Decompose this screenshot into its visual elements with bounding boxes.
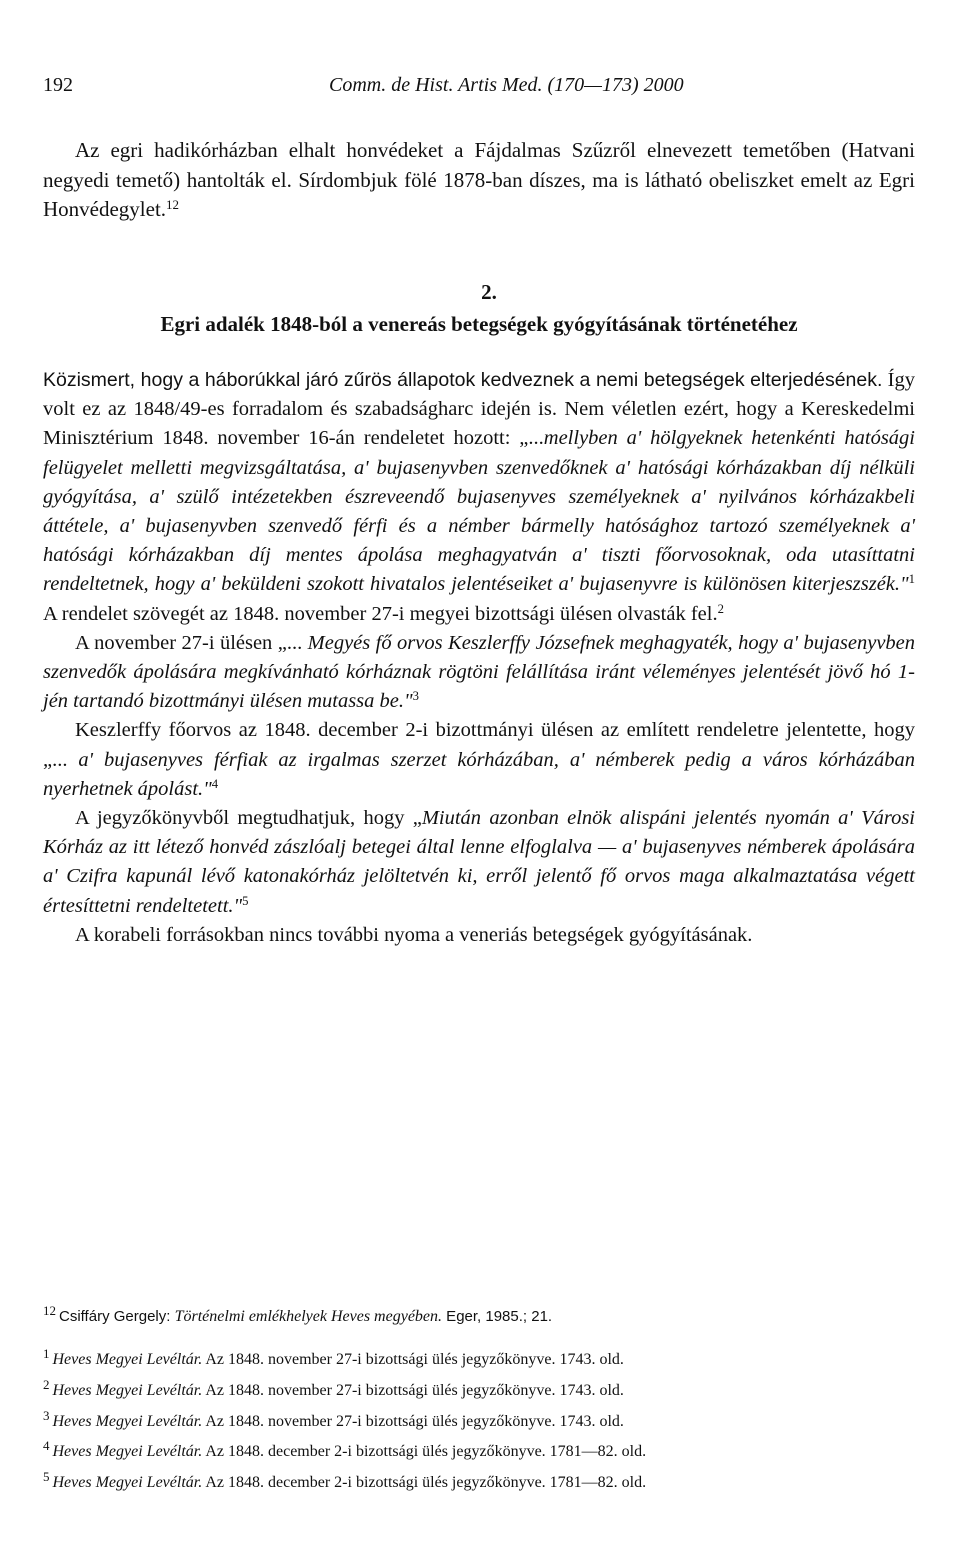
paragraph-3-intro: Keszlerffy főorvos az 1848. december 2-i bizottmányi ülésen az említett rendeletre jelentette, hogy „... [43,719,915,771]
footnote-text: Az 1848. november 27-i bizottsági ülés jegyzőkönyve. 1743. old. [202,1350,624,1368]
footnote-number: 4 [43,1438,50,1454]
intro-text: Az egri hadikórházban elhalt honvédeket a Fájdalmas Szűzről elnevezett temetőben (Hatvani negyedi temető) hantolták el. Sírdombjuk fölé 1878-ban díszes, ma is látható obeliszket emelt az Egri Honvédegylet. [43,138,915,221]
footnote-text: Az 1848. november 27-i bizottsági ülés jegyzőkönyve. 1743. old. [202,1412,624,1430]
footnote-source: Heves Megyei Levéltár. [52,1474,203,1492]
paragraph-4 [43,804,915,921]
footnote-author: Csiffáry Gergely: [59,1307,175,1325]
footnote-source: Történelmi emlékhelyek Heves megyében. [174,1307,443,1325]
footnote-text: Az 1848. november 27-i bizottsági ülés jegyzőkönyve. 1743. old. [202,1381,624,1399]
footnote-text: Az 1848. december 2-i bizottsági ülés jegyzőkönyve. 1781—82. old. [202,1443,647,1461]
paragraph-3 [43,716,915,804]
footnote-number: 5 [43,1469,50,1485]
footnote-source: Heves Megyei Levéltár. [52,1350,203,1368]
footnote-ref-12: 12 [166,196,180,212]
paragraph-3-quote: a' bujasenyves férfiak az irgalmas szerzet kórházában, a' némberek pedig a város kórházában nyerhetnek ápolást." [43,748,916,800]
paragraph-5: A korabeli forrásokban nincs további nyoma a veneriás betegségek gyógyításának. [75,923,753,946]
section-title: Egri adalék 1848-ból a venereás betegségek gyógyításának történetéhez [160,312,798,336]
footnotes [43,1300,915,1497]
paragraph-1-quote: mellyben a' hölgyeknek hetenkénti hatósági felügyelet melletti megvizsgáltatása, a' bujasenyvben szenvedőknek a' hatósági kórházakban díj nélküli gyógyítása, a' szülő intézetekben észreveendő bujasenyves személyeknek a' nyilvános kórházakbeli áttétele, a' bujasenyvben szenvedő férfi és a némber bármelly hatósághoz tartozó személyeknek a' hatósági kórházakban díj mentes ápolása meghagyatván a' tiszti főorvosoknak, oda utasíttatni rendeltetnek, hogy a' beküldeni szokott hivatalos jelentéseiket a' bujasenyvre is különösen kiterjeszszék." [43,427,915,596]
paragraph-2-intro: A november 27-i ülésen „... [75,631,303,654]
section-number: 2. [481,280,497,304]
footnote-1 [43,1343,915,1370]
paragraph-1-context: Így volt ez az 1848/49-es forradalom és szabadságharc idején is. Nem véletlen ezért, hogy a Kereskedelmi Minisztérium 1848. november 16-án rendeletet hozott: „... [43,369,915,450]
footnote-ref-5: 5 [242,893,249,908]
paragraph-1 [43,366,915,629]
paragraph-4-quote: Miután azonban elnök alispáni jelentés nyomán a' Városi Kórház az itt létező honvéd zászlóalj betegei által lenne elfoglalva — a' bujasenyves némberek ápolására a' Czifra kapunál lévő katonakórház jelöltetvén ki, erről jelentő fő orvos maga alkalmaztatása végett értesíttetni rendeltetett." [43,807,916,917]
page-number: 192 [43,74,73,96]
footnote-4 [43,1435,915,1462]
paragraph-1-intro: Közismert, hogy a háborúkkal járó zűrös állapotok kedveznek a nemi betegségek elterjedésének. [43,369,883,391]
footnote-number: 3 [43,1407,50,1423]
footnote-3 [43,1405,915,1432]
footnote-source: Heves Megyei Levéltár. [52,1381,203,1399]
paragraph-2-quote: Megyés fő orvos Keszlerffy Józsefnek meghagyaték, hogy a' bujasenyvben szenvedők ápolására megkívánható kórháznak rögtöni felállítása iránt véleményes jelentését jövő hó 1-jén tartandó bizottmányi ülésen mutassa be." [43,631,916,713]
footnote-ref-4: 4 [211,776,219,791]
footnote-source: Heves Megyei Levéltár. [52,1412,203,1430]
footnote-ref-1: 1 [908,572,915,587]
footnote-number: 1 [43,1345,50,1361]
footnote-text: Az 1848. december 2-i bizottsági ülés jegyzőkönyve. 1781—82. old. [202,1474,647,1492]
footnote-ref-3: 3 [412,689,419,704]
footnote-2 [43,1374,915,1401]
footnote-text: Eger, 1985.; 21. [442,1307,553,1325]
paragraph-2 [43,629,915,717]
main-text [43,366,915,950]
page-header [43,74,915,102]
footnote-5 [43,1466,915,1493]
intro-paragraph [43,136,915,225]
footnote-number: 2 [43,1376,50,1392]
footnote-source: Heves Megyei Levéltár. [52,1443,203,1461]
intro-text-block [43,136,915,225]
footnote-12 [43,1300,915,1327]
paragraph-1-end: A rendelet szövegét az 1848. november 27-i megyei bizottsági ülésen olvasták fel. [43,602,718,625]
running-head: Comm. de Hist. Artis Med. (170—173) 2000 [329,74,684,96]
footnote-ref-2: 2 [717,601,724,616]
paragraph-4-intro: A jegyzőkönyvből megtudhatjuk, hogy „ [75,807,422,830]
footnote-number: 12 [43,1303,56,1318]
